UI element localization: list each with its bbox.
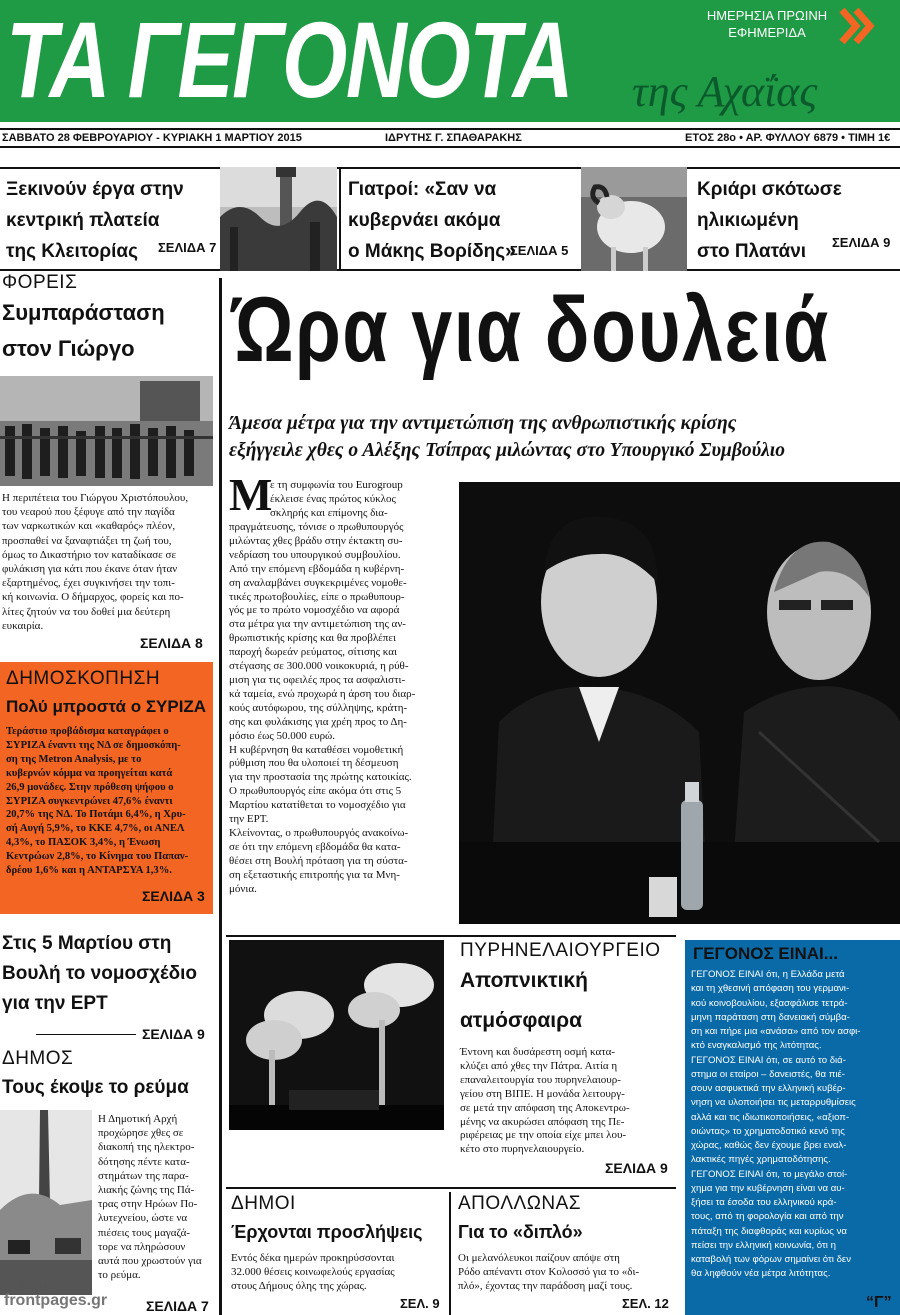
teaser-3-photo — [581, 167, 687, 271]
lead-subhead-2: εξήγγειλε χθες ο Αλέξης Τσίπρας μιλώντας στο Υπουργικό Συμβούλιο — [229, 440, 785, 461]
apollonas-body — [458, 1252, 672, 1294]
lead-line: Από την επόμενη εβδομάδα η κυβέρνη- — [229, 562, 405, 575]
lead-body-top — [270, 479, 454, 521]
dimos-line: δότησης πέντε κατα- — [98, 1155, 190, 1168]
dimos-line: προχώρησε χθες σε — [98, 1127, 184, 1140]
fact-line: λακτικές πηγές χρηματοδότησης. — [691, 1154, 831, 1166]
dimos-line: στημάτων της παρα- — [98, 1169, 189, 1182]
foreis-line: όμως το Δικαστήριο τον καταδίκασε σε — [2, 548, 177, 561]
olive-photo — [229, 940, 444, 1130]
lead-line: σκληρής και επίμονης δια- — [270, 506, 388, 519]
dimoi-line: 32.000 θέσεις κοινωφελούς εργασίας — [231, 1265, 395, 1278]
foreis-page[interactable]: ΣΕΛΙΔΑ 8 — [140, 635, 203, 651]
teaser-2-line2: κυβερνάει ακόμα — [348, 210, 501, 231]
lead-line: ση εξεταστικής επιτροπής για τα Μνη- — [229, 868, 400, 881]
dimoi-divider — [449, 1192, 451, 1315]
ert-line3: για την ΕΡΤ — [2, 993, 108, 1014]
left-column-divider — [219, 278, 222, 1315]
foreis-kicker: ΦΟΡΕΙΣ — [2, 272, 78, 293]
lead-line: τικές πρωτοβουλίες, είπε ο πρωθυπουρ- — [229, 590, 405, 603]
olive-line: κλύζει από χθες την Πάτρα. Αιτία η — [460, 1059, 618, 1072]
tagline-line2: ΕΦΗΜΕΡΙΔΑ — [728, 25, 806, 40]
lead-line: ε τη συμφωνία του Eurogroup — [270, 479, 403, 491]
foreis-headline-2[interactable]: στον Γιώργο — [2, 336, 135, 361]
teaser-1-page: ΣΕΛΙΔΑ 7 — [158, 240, 217, 255]
lead-line: μόσιο έως 50.000 ευρώ. — [229, 729, 336, 742]
dimoi-page[interactable]: ΣΕΛ. 9 — [400, 1296, 440, 1311]
apollonas-headline[interactable]: Για το «διπλό» — [458, 1222, 583, 1242]
lead-line: νεδρίαση του υπουργικού συμβουλίου. — [229, 548, 401, 561]
dimos-line: αυτά που χρωστούν για — [98, 1255, 202, 1268]
lead-line: για την προστασία της πρώτης κατοικίας. — [229, 771, 412, 784]
poll-line: ΣΥΡΙΖΑ συγκεντρώνει 47,6% έναντι — [6, 795, 173, 807]
teaser-3-line3: στο Πλατάνι — [697, 241, 807, 262]
fact-line: χημα για την κυβέρνηση είναι να αυ- — [691, 1182, 845, 1194]
fact-line: θα ληφθούν νέα μέτρα λιτότητας. — [691, 1268, 831, 1280]
lead-body — [229, 521, 454, 896]
dimos-line: τρας στην Ηρώων Πο- — [98, 1198, 198, 1211]
olive-line: γείου στη ΒΙΠΕ. Η μονάδα λειτουργ- — [460, 1087, 625, 1100]
fact-line: στημα οι εταίροι – δανειστές, θα πιέ- — [691, 1068, 845, 1080]
teaser-2-line1: Γιατροί: «Σαν να — [348, 179, 497, 200]
ert-story[interactable] — [2, 929, 214, 1019]
poll-line: Τεράστιο προβάδισμα καταγράφει ο — [6, 726, 169, 737]
poll-headline[interactable]: Πολύ μπροστά ο ΣΥΡΙΖΑ — [6, 697, 207, 716]
chevron-right-icon — [836, 6, 876, 46]
teaser-2-page: ΣΕΛΙΔΑ 5 — [510, 243, 569, 258]
dimos-line: το ρεύμα. — [98, 1269, 141, 1282]
teaser-3-line1: Κριάρι σκότωσε — [697, 179, 842, 200]
fact-signature: “Γ” — [866, 1294, 892, 1311]
lead-line: Κλείνοντας, ο πρωθυπουργός ανακοίνω- — [229, 826, 409, 839]
teaser-1-line3: της Κλειτορίας — [6, 241, 138, 262]
teaser-3-page: ΣΕΛΙΔΑ 9 — [832, 235, 891, 250]
poll-page[interactable]: ΣΕΛΙΔΑ 3 — [142, 888, 205, 904]
dimos-line: λυτεχνείου, ώστε να — [98, 1212, 188, 1225]
lead-line: θρωπιστικής κρίσης και θα προβλέπει — [229, 632, 396, 645]
dateline-bottom-rule — [0, 146, 900, 148]
lead-dropcap: Μ — [229, 469, 273, 520]
lead-photo — [459, 482, 900, 924]
foreis-line: προσπαθεί να ξαναφτιάξει τη ζωή του, — [2, 534, 172, 547]
lead-line: Η κυβέρνηση θα καταθέσει νομοθετική — [229, 743, 404, 756]
fact-line: ΓΕΓΟΝΟΣ ΕΙΝΑΙ ότι, η Ελλάδα μετά — [691, 969, 845, 980]
fact-line: αλλά και τις ιδιωτικοποιήσεις, «αξιοπ- — [691, 1111, 850, 1123]
fact-line: ΓΕΓΟΝΟΣ ΕΙΝΑΙ ότι, το μεγάλο στοί- — [691, 1168, 848, 1180]
lower-top-rule — [226, 935, 676, 937]
poll-line: 26,9 μονάδες. Στην πρόθεση ψήφου ο — [6, 781, 174, 793]
olive-line: Έντονη και δυσάρεστη οσμή κατα- — [460, 1046, 616, 1058]
teaser-1-line1: Ξεκινούν έργα στην — [6, 179, 184, 200]
masthead-subtitle: της Αχαΐας — [632, 67, 818, 116]
lead-line: πραγμάτευσης, τόνισε ο πρωθυπουργός — [229, 521, 404, 533]
fact-line: ση και πήρε μια «ανάσα» από τον ασφι- — [691, 1026, 861, 1037]
foreis-line: Η περιπέτεια του Γιώργου Χριστόπουλου, — [2, 492, 189, 504]
apollonas-line: Ρόδο απέναντι στον Κολοσσό για το «δι- — [458, 1265, 640, 1278]
lead-headline[interactable]: Ώρα για δουλειά — [232, 279, 830, 381]
fact-line: νηση να υλοποιήσει τις μεταρρυθμίσεις — [691, 1097, 856, 1109]
dimos-line: λιακής ζώνης της Πά- — [98, 1184, 195, 1197]
dimoi-body — [231, 1252, 443, 1294]
olive-body — [460, 1046, 670, 1157]
lead-line: κά ταμεία, ενώ προχωρά η άρση του διαρ- — [229, 687, 416, 700]
dateline-issue: ΕΤΟΣ 28ο • ΑΡ. ΦΥΛΛΟΥ 6879 • ΤΙΜΗ 1€ — [685, 132, 891, 144]
fact-line: καταβολή των φόρων σημαίνει ότι δεν — [691, 1254, 852, 1265]
foreis-line: του νεαρού που ξέφυγε από την παγίδα — [2, 506, 175, 519]
tagline-line1: ΗΜΕΡΗΣΙΑ ΠΡΩΙΝΗ — [706, 8, 828, 23]
dimos-photo — [0, 1110, 92, 1295]
fact-line: χώρας, καθώς δεν έχουμε βρει εναλ- — [691, 1140, 847, 1151]
watermark-line2: frontpages.gr — [4, 1292, 108, 1309]
poll-line: δρέου 1,6% και η ΑΝΤΑΡΣΥΑ 1,3%. — [6, 865, 172, 877]
olive-page[interactable]: ΣΕΛΙΔΑ 9 — [605, 1160, 668, 1176]
foreis-line: εξαρτημένος, έχει συγκινήσει την τοπι- — [2, 577, 175, 590]
foreis-line: ευκαιρία. — [2, 619, 44, 632]
ert-line1: Στις 5 Μαρτίου στη — [2, 933, 172, 954]
lead-line: κούς αυτόφωρου, της σύλληψης, κράτη- — [229, 701, 408, 714]
dimos-line: διακοπή της ηλεκτρο- — [98, 1141, 195, 1154]
dimos-headline[interactable]: Τους έκοψε το ρεύμα — [2, 1077, 189, 1098]
foreis-line: λίτες ζητούν να του δοθεί μια δεύτερη — [2, 605, 171, 618]
teaser-1-line2: κεντρική πλατεία — [6, 210, 160, 231]
dimoi-line: στους Δήμους όλης της χώρας. — [231, 1279, 367, 1292]
apollonas-kicker: ΑΠΟΛΛΩΝΑΣ — [458, 1193, 582, 1214]
fact-body — [691, 968, 896, 1282]
lead-line: παροχή δωρεάν ρεύματος, σίτισης και — [229, 646, 397, 659]
fact-line: σουν ασφυκτικά την ελληνική κυβέρ- — [691, 1083, 846, 1094]
lead-line: ρύθμιση που θα υλοποιεί τη δέσμευση — [229, 757, 399, 770]
lead-line: σης και φυλάκισης για χρέη προς το Δη- — [229, 715, 407, 728]
lead-line: μιση για τις οφειλές προς τα ασφαλιστι- — [229, 673, 406, 686]
apollonas-line: Οι μελανόλευκοι παίζουν απόψε στη — [458, 1252, 620, 1264]
poll-line: Κεντρώων 2,8%, το Κίνημα του Παπαν- — [6, 851, 189, 863]
apollonas-line: πλό», έχοντας την παράδοση μαζί τους. — [458, 1279, 633, 1292]
poll-line: κυβερνών κόμμα να προηγείται κατά — [6, 767, 173, 779]
foreis-headline-1[interactable]: Συμπαράσταση — [2, 300, 165, 325]
lead-line: σε ότι την επόμενη εβδομάδα θα κατα- — [229, 840, 401, 853]
ert-line2: Βουλή το νομοσχέδιο — [2, 963, 197, 984]
dimos-line: τορε να πληρώσουν — [98, 1240, 186, 1253]
lead-line: γός με το πρώτο νομοσχέδιο να αφορά — [229, 604, 400, 617]
poll-kicker: ΔΗΜΟΣΚΟΠΗΣΗ — [6, 668, 161, 689]
olive-kicker: ΠΥΡΗΝΕΛΑΙΟΥΡΓΕΙΟ — [460, 940, 661, 961]
poll-body — [6, 725, 208, 878]
lead-line: στέγασης σε 300.000 νοικοκυριά, η ρύθ- — [229, 660, 409, 673]
teaser-3-line2: ηλικιωμένη — [697, 210, 799, 231]
lead-line: μιλώντας χθες βράδυ στην έκτακτη συ- — [229, 534, 403, 547]
foreis-body — [2, 491, 212, 633]
ert-page[interactable]: ΣΕΛΙΔΑ 9 — [142, 1026, 205, 1042]
dimoi-kicker: ΔΗΜΟΙ — [231, 1193, 296, 1214]
fact-line: ξήσει τα έσοδα του ελληνικού κρά- — [691, 1197, 837, 1208]
poll-line: σή Αυγή 5,9%, το ΚΚΕ 4,7%, οι ΑΝΕΛ — [6, 823, 185, 835]
dimos-body — [98, 1112, 214, 1282]
teaser-1-photo — [220, 167, 337, 271]
lead-line: θέσει στη Βουλή πρόταση για τη σύστα- — [229, 854, 408, 867]
lead-line: ση αναλαμβάνει συγκεκριμένες νομοθε- — [229, 576, 407, 589]
fact-line: πάταξη της διαφθοράς και κυρίως να — [691, 1225, 847, 1237]
fact-line: οιώντας» το χρηματοδοτικό κενό της — [691, 1125, 845, 1137]
ert-rule — [36, 1034, 136, 1035]
lead-line: την ΕΡΤ. — [229, 813, 269, 826]
dimoi-line: Εντός δέκα ημερών προκηρύσσονται — [231, 1252, 395, 1264]
fact-line: μηνη παράταση στη δανειακή σύμβα- — [691, 1011, 850, 1023]
dateline-date: ΣΑΒΒΑΤΟ 28 ΦΕΒΡΟΥΑΡΙΟΥ - ΚΥΡΙΑΚΗ 1 ΜΑΡΤΙΟΥ 2015 — [2, 132, 302, 144]
fact-line: και τη χθεσινή απόφαση του γερμανι- — [691, 983, 850, 995]
teaser-2-line3: ο Μάκης Βορίδης» — [348, 241, 516, 262]
fact-line: πείσει την ελληνική κοινωνία, ότι η — [691, 1239, 836, 1251]
fact-line: ΓΕΓΟΝΟΣ ΕΙΝΑΙ ότι, σε αυτό το διά- — [691, 1054, 846, 1066]
poll-line: 4,3%, το ΠΑΣΟΚ 3,4%, η Ένωση — [6, 837, 161, 849]
poll-line: ση της Metron Analysis, με το — [6, 753, 142, 765]
fact-line: τους, από τη φορολογία και από την — [691, 1211, 844, 1223]
dimos-page[interactable]: ΣΕΛΙΔΑ 7 — [146, 1298, 209, 1314]
fact-line: κτό εναγκαλισμό της λιτότητας. — [691, 1040, 822, 1052]
masthead-title: ΤΑ ΓΕΓΟΝΟΤΑ — [6, 0, 573, 120]
lead-line: μόνια. — [229, 882, 257, 895]
foreis-line: φυλάκιση για κάτι που έκανε όταν ήταν — [2, 563, 178, 576]
watermark-line1: digitized for — [4, 1281, 56, 1292]
olive-line: ριφέρειας με την οποία είχε μπει λου- — [460, 1129, 627, 1142]
dimos-line: Η Δημοτική Αρχή — [98, 1113, 178, 1125]
lower-bottom-rule — [226, 1187, 676, 1189]
apollonas-page[interactable]: ΣΕΛ. 12 — [622, 1296, 669, 1311]
fact-line: κού κοινοβουλίου, εξασφάλισε τετρά- — [691, 997, 848, 1009]
olive-line: σε μετά την απόφαση της Αποκεντρω- — [460, 1101, 630, 1114]
dateline-top-rule — [0, 128, 900, 130]
fact-title: ΓΕΓΟΝΟΣ ΕΙΝΑΙ... — [693, 944, 838, 963]
olive-headline-2[interactable]: ατμόσφαιρα — [460, 1009, 582, 1032]
olive-line: μένης να ακυρώσει απόφαση της Πε- — [460, 1115, 625, 1128]
olive-line: κέτο στο πυρηνελαιουργείο. — [460, 1143, 585, 1156]
foreis-line: κή κοινωνία. Ο δήμαρχος, φορείς και πο- — [2, 591, 184, 604]
poll-line: ΣΥΡΙΖΑ έναντι της ΝΔ σε δημοσκόπη- — [6, 739, 181, 751]
lead-line: Ο πρωθυπουργός είπε ακόμα ότι στις 5 — [229, 785, 402, 798]
lead-line: Μαρτίου κατατίθεται το νομοσχέδιο για — [229, 799, 406, 812]
teaser-3[interactable] — [697, 174, 897, 267]
lead-line: στα μέτρα για την αντιμετώπιση της αν- — [229, 618, 406, 631]
poll-line: 20,7% της ΝΔ. Το Ποτάμι 6,4%, η Χρυ- — [6, 809, 186, 821]
lead-subhead-1: Άμεσα μέτρα για την αντιμετώπιση της ανθρωπιστικής κρίσης — [229, 413, 737, 434]
teaser-divider-1 — [339, 167, 341, 271]
lead-line: έκλεισε ένας πρώτος κύκλος — [270, 492, 396, 505]
olive-line: επαναλειτουργία του πυρηνελαιουρ- — [460, 1073, 621, 1086]
dimos-line: πιέσεις τους μαγαζά- — [98, 1226, 191, 1239]
dateline-founder: ΙΔΡΥΤΗΣ Γ. ΣΠΑΘΑΡΑΚΗΣ — [385, 132, 522, 144]
foreis-photo — [0, 376, 213, 486]
dimoi-headline[interactable]: Έρχονται προσλήψεις — [231, 1222, 423, 1242]
olive-headline-1[interactable]: Αποπνικτική — [460, 969, 588, 992]
dimos-kicker: ΔΗΜΟΣ — [2, 1048, 74, 1069]
foreis-line: των ναρκωτικών και «καθαρός» πλέον, — [2, 520, 176, 533]
